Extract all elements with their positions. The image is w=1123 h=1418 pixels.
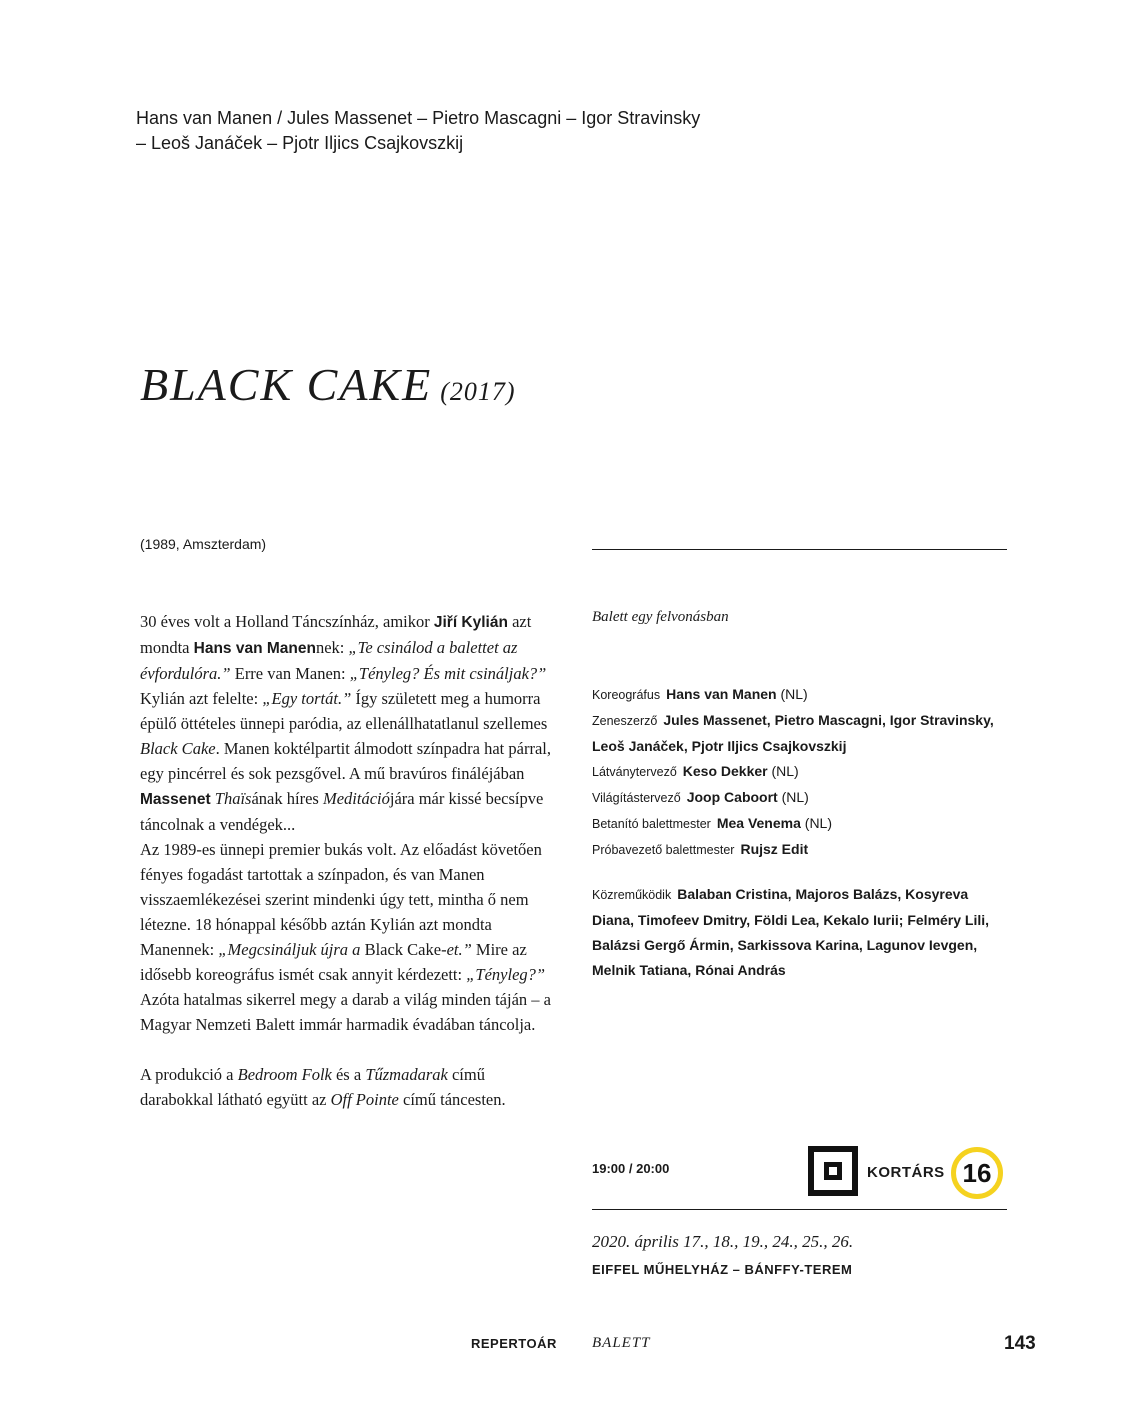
text-run: című darabokkal látható együtt az — [140, 1065, 485, 1109]
text-run: jára már kissé becsípve táncolnak a vendégek... — [140, 789, 544, 834]
credit-row — [592, 682, 1032, 708]
paragraph-4 — [140, 1062, 560, 1112]
text-run: A produkció a — [140, 1065, 238, 1084]
paragraph-2 — [140, 837, 560, 987]
credit-suffix: (NL) — [777, 789, 809, 805]
credit-role: Világítástervező — [592, 791, 681, 805]
performers-role: Közreműködik — [592, 888, 672, 902]
credits-list — [592, 682, 1032, 863]
credit-suffix: (NL) — [776, 686, 808, 702]
page-number: 143 — [1004, 1333, 1036, 1354]
credit-suffix: (NL) — [800, 815, 833, 831]
text-run: és a — [331, 1065, 366, 1084]
text-run: Az 1989-es ünnepi premier bukás volt. Az előadást követően fényes fogadást tartottak a színpadon, és van Manen visszaemlékezései szerint mindenki úgy tett, mintha ő nem létezne. 18 hónappal később aztán Kylián azt mondta Manennek: — [140, 840, 542, 959]
credit-role: Betanító balettmester — [592, 817, 711, 831]
credit-name: Joop Caboort — [686, 789, 778, 805]
text-run: Off Pointe — [330, 1090, 399, 1109]
title-text: BLACK CAKE — [140, 359, 433, 410]
performers-block — [592, 882, 1012, 983]
text-run: „Megcsináljuk újra a — [218, 940, 365, 959]
credit-role: Látványtervező — [592, 765, 677, 779]
text-run: Black Cake — [364, 940, 442, 959]
text-run: Tűzmadarak — [365, 1065, 448, 1084]
venue: EIFFEL MŰHELYHÁZ – BÁNFFY-TEREM — [592, 1262, 853, 1277]
text-run: Hans van Manen — [193, 640, 316, 657]
credit-name: Jules Massenet, Pietro Mascagni, Igor Stravinsky, — [663, 712, 994, 728]
text-run: azt mondta — [140, 612, 532, 657]
footer-section: REPERTOÁR — [471, 1336, 557, 1351]
text-run: Jiří Kylián — [433, 614, 508, 631]
credit-row — [592, 837, 1032, 863]
description-text — [140, 609, 560, 1112]
divider-top — [592, 549, 1007, 550]
credit-name: Hans van Manen — [666, 686, 777, 702]
text-run: Massenet — [140, 791, 211, 808]
paragraph-1 — [140, 609, 560, 837]
credit-name: Mea Venema — [716, 815, 801, 831]
text-run: „Tényleg?” — [466, 965, 546, 984]
credit-row — [592, 811, 1032, 837]
credit-role: Koreográfus — [592, 688, 661, 702]
divider-bottom — [592, 1209, 1007, 1210]
text-run: nek: — [315, 638, 349, 657]
credit-row — [592, 785, 1032, 811]
premiere-info: (1989, Amszterdam) — [140, 536, 267, 552]
credit-suffix: (NL) — [767, 763, 799, 779]
text-run: „Egy tortát.” — [262, 689, 352, 708]
page-title — [140, 358, 516, 411]
text-run: 30 éves volt a Holland Táncszínház, amikor — [140, 612, 434, 631]
text-run: Mire az idősebb koreográfus ismét csak annyit kérdezett: — [140, 940, 527, 984]
text-run: ának híres — [251, 789, 323, 808]
text-run: Thaïs — [214, 789, 252, 808]
text-run: Meditáció — [322, 789, 390, 808]
text-run: Azóta hatalmas sikerrel megy a darab a világ minden táján – a Magyar Nemzeti Balett immár harmadik évadában táncolja. — [140, 990, 551, 1034]
showtime: 19:00 / 20:00 — [592, 1161, 670, 1176]
category-label: KORTÁRS — [867, 1164, 945, 1181]
credit-row — [592, 734, 1032, 759]
performers-names: Balaban Cristina, Majoros Balázs, Kosyreva Diana, Timofeev Dmitry, Földi Lea, Kekalo Iurii; Felméry Lili, Balázsi Gergő Ármin, Sarkissova Karina, Lagunov Ievgen, Melnik Tatiana, Rónai András — [592, 886, 990, 978]
credit-name: Keso Dekker — [682, 763, 768, 779]
composers-line-1: Hans van Manen / Jules Massenet – Pietro Mascagni – Igor Stravinsky — [136, 108, 701, 128]
composers-header — [136, 106, 776, 156]
performance-dates: 2020. április 17., 18., 19., 24., 25., 26. — [592, 1232, 854, 1251]
title-year: (2017) — [440, 377, 516, 406]
text-run: Bedroom Folk — [237, 1065, 332, 1084]
text-run: „Te csinálod a balettet az évfordulóra.” — [140, 638, 518, 683]
text-run: Így született meg a humorra épülő öttételes ünnepi paródia, az ellenállhatatlanul szellemes — [140, 689, 548, 733]
text-run: Erre van Manen: — [230, 664, 350, 683]
text-run: -et.” — [441, 940, 472, 959]
credit-name: Leoš Janáček, Pjotr Iljics Csajkovszkij — [592, 738, 847, 754]
credit-role: Zeneszerző — [592, 714, 658, 728]
age-rating-badge: 16 — [951, 1147, 1003, 1199]
credit-row — [592, 708, 1032, 734]
text-run: Black Cake — [140, 739, 216, 758]
text-run: című táncesten. — [398, 1090, 506, 1109]
work-subtitle: Balett egy felvonásban — [592, 609, 729, 625]
credit-role: Próbavezető balettmester — [592, 843, 735, 857]
credit-row — [592, 759, 1032, 785]
text-run: . Manen koktélpartit álmodott színpadra hat párral, egy pincérrel és sok pezsgővel. A mű bravúros fináléjában — [140, 739, 551, 783]
composers-line-2: – Leoš Janáček – Pjotr Iljics Csajkovszkij — [136, 133, 464, 153]
credit-name: Rujsz Edit — [740, 841, 809, 857]
footer-category: BALETT — [592, 1335, 651, 1351]
text-run: Kylián azt felelte: — [140, 689, 263, 708]
square-logo-icon — [808, 1146, 858, 1196]
paragraph-3 — [140, 987, 560, 1037]
text-run: „Tényleg? És mit csináljak?” — [349, 664, 547, 683]
